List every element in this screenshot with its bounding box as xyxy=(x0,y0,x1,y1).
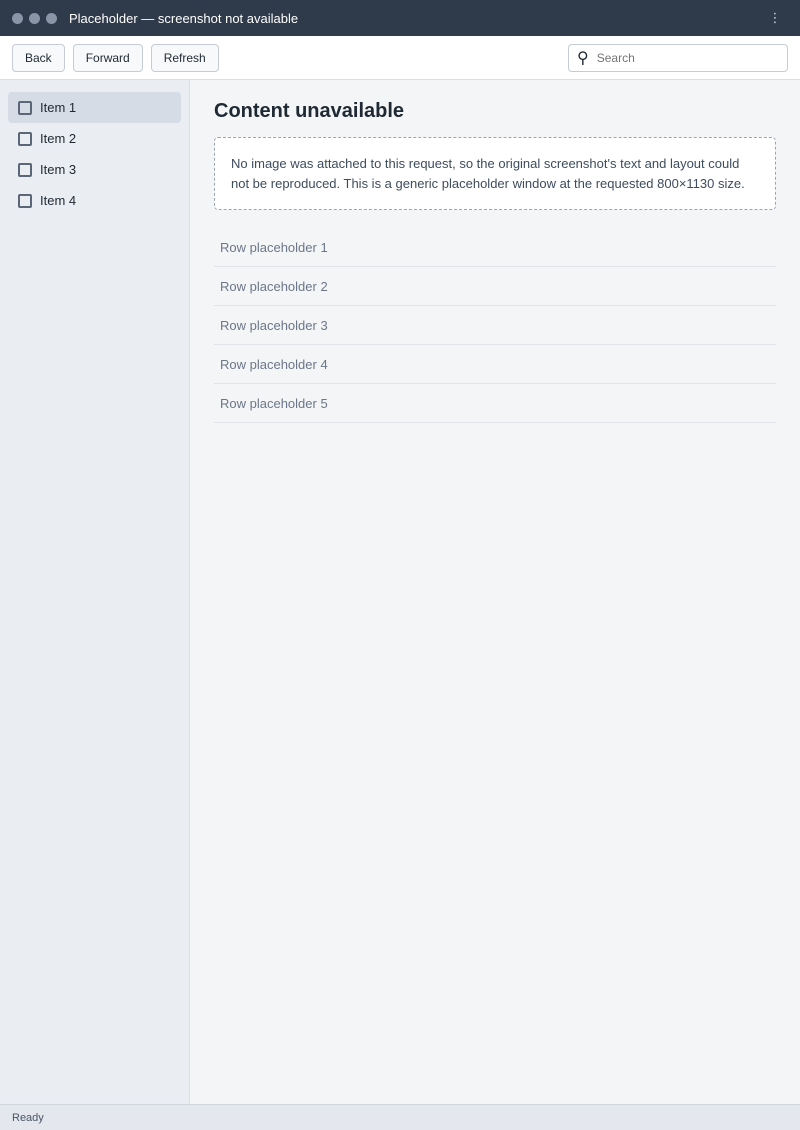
title-bar xyxy=(0,0,800,36)
sidebar-item-label: Item 1 xyxy=(40,100,77,115)
list-item[interactable]: Row placeholder 3 xyxy=(214,306,776,345)
folder-icon xyxy=(18,132,32,146)
placeholder-notice: No image was attached to this request, so the original screenshot's text and layout could not be reproduced. This is a generic placeholder window at the requested 800×1130 size. xyxy=(214,137,776,210)
sidebar-item-4[interactable] xyxy=(8,185,181,216)
search-box xyxy=(568,44,788,72)
page-title: Content unavailable xyxy=(214,100,405,122)
list-item[interactable]: Row placeholder 1 xyxy=(214,228,776,267)
minimize-window-icon[interactable] xyxy=(29,13,40,24)
maximize-window-icon[interactable] xyxy=(46,13,57,24)
search-input[interactable] xyxy=(595,50,779,66)
more-options-icon[interactable]: ⋮ xyxy=(768,10,782,25)
main-panel xyxy=(190,80,800,1104)
sidebar-item-2[interactable] xyxy=(8,123,181,154)
close-window-icon[interactable] xyxy=(12,13,23,24)
sidebar-item-label: Item 4 xyxy=(40,193,77,208)
refresh-button[interactable]: Refresh xyxy=(151,44,219,72)
sidebar-item-label: Item 3 xyxy=(40,162,77,177)
window-controls xyxy=(12,13,57,24)
search-icon: ⚲ xyxy=(577,49,589,67)
window-title: Placeholder — screenshot not available xyxy=(69,10,299,26)
list-item[interactable]: Row placeholder 5 xyxy=(214,384,776,423)
sidebar xyxy=(0,80,190,1104)
sidebar-item-label: Item 2 xyxy=(40,131,77,146)
status-bar xyxy=(0,1104,800,1130)
folder-icon xyxy=(18,101,32,115)
forward-button[interactable]: Forward xyxy=(73,44,143,72)
list-item[interactable]: Row placeholder 4 xyxy=(214,345,776,384)
folder-icon xyxy=(18,194,32,208)
sidebar-item-3[interactable] xyxy=(8,154,181,185)
status-text: Ready xyxy=(12,1111,44,1124)
content-area xyxy=(0,80,800,1104)
folder-icon xyxy=(18,163,32,177)
placeholder-list xyxy=(214,228,776,423)
toolbar xyxy=(0,36,800,80)
list-item[interactable]: Row placeholder 2 xyxy=(214,267,776,306)
back-button[interactable]: Back xyxy=(12,44,65,72)
sidebar-item-1[interactable] xyxy=(8,92,181,123)
